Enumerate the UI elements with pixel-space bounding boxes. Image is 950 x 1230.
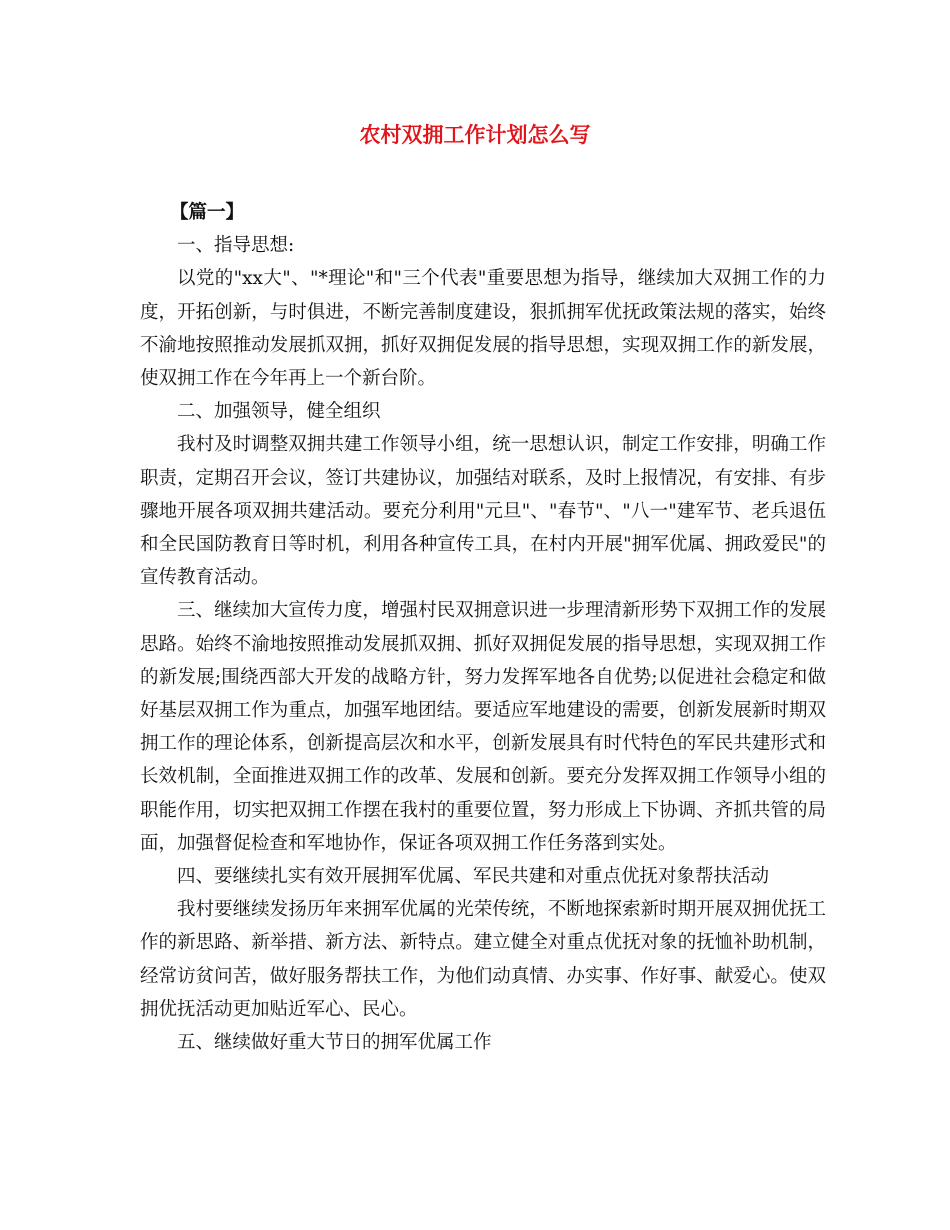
section-heading: 【篇一】 [170,202,245,223]
paragraph-guiding-ideology: 以党的"xx大"、"*理论"和"三个代表"重要思想为指导，继续加大双拥工作的力度，开拓创新，与时俱进，不断完善制度建设，狠抓拥军优抚政策法规的落实，始终不渝地按照推动发展抓双拥，抓好双拥促发展的指导思想，实现双拥工作的新发展，使双拥工作在今年再上一个新台阶。 [140,268,826,390]
paragraph-publicity: 三、继续加大宣传力度，增强村民双拥意识进一步理清新形势下双拥工作的发展思路。始终不渝地按照推动发展抓双拥、抓好双拥促发展的指导思想，实现双拥工作的新发展;围绕西部大开发的战略方针，努力发挥军地各自优势;以促进社会稳定和做好基层双拥工作为重点，加强军地团结。要适应军地建设的需要，创新发展新时期双拥工作的理论体系，创新提高层次和水平，创新发展具有时代特色的军民共建形式和长效机制，全面推进双拥工作的改革、发展和创新。要充分发挥双拥工作领导小组的职能作用，切实把双拥工作摆在我村的重要位置，努力形成上下协调、齐抓共管的局面，加强督促检查和军地协作，保证各项双拥工作任务落到实处。 [140,600,826,854]
heading-support-activities: 四、要继续扎实有效开展拥军优属、军民共建和对重点优抚对象帮扶活动 [177,866,770,888]
document-body [140,196,826,1059]
paragraph-support-activities: 我村要继续发扬历年来拥军优属的光荣传统，不断地探索新时期开展双拥优抚工作的新思路、新举措、新方法、新特点。建立健全对重点优抚对象的抚恤补助机制，经常访贫问苦，做好服务帮扶工作，为他们动真情、办实事、作好事、献爱心。使双拥优抚活动更加贴近军心、民心。 [140,899,826,1020]
heading-leadership: 二、加强领导，健全组织 [177,401,381,423]
heading-guiding-ideology: 一、指导思想: [177,235,295,257]
heading-festival-work: 五、继续做好重大节日的拥军优属工作 [177,1032,492,1054]
paragraph-leadership: 我村及时调整双拥共建工作领导小组，统一思想认识，制定工作安排，明确工作职责，定期召开会议，签订共建协议，加强结对联系，及时上报情况，有安排、有步骤地开展各项双拥共建活动。要充分利用"元旦"、"春节"、"八一"建军节、老兵退伍和全民国防教育日等时机，利用各种宣传工具，在村内开展"拥军优属、拥政爱民"的宣传教育活动。 [140,434,826,589]
document-title: 农村双拥工作计划怎么写 [359,122,591,147]
